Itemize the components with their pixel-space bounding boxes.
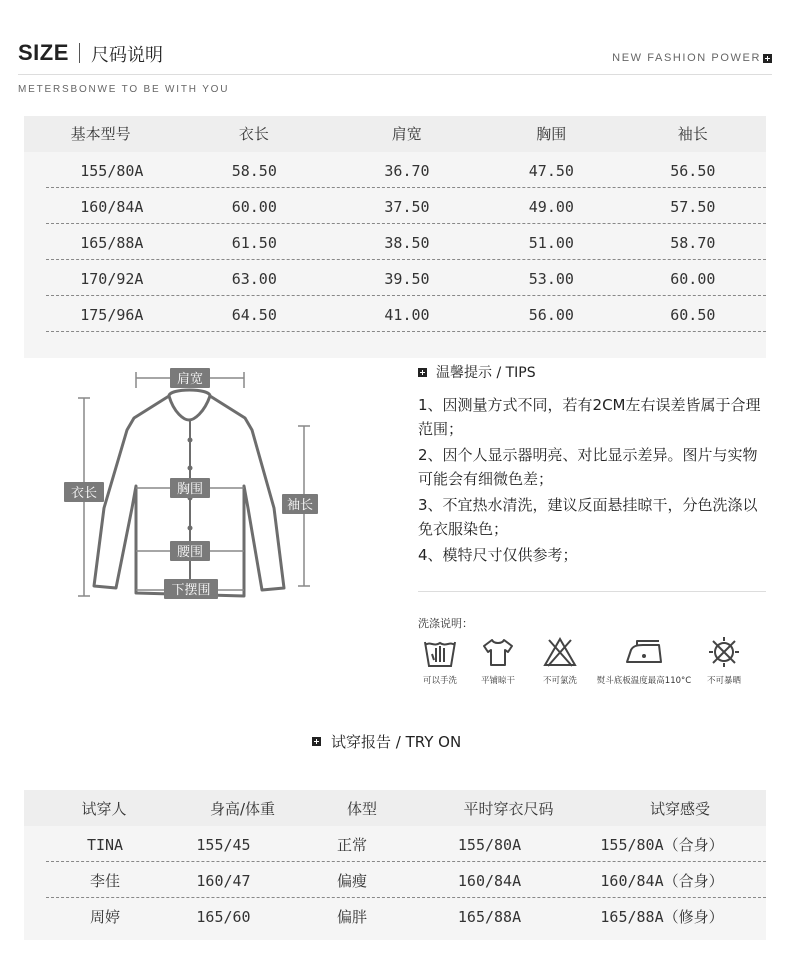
no-sun-dry-icon bbox=[705, 636, 743, 668]
table-cell: 155/80A bbox=[457, 836, 522, 854]
size-table-header bbox=[24, 116, 766, 152]
table-cell: 61.50 bbox=[231, 234, 277, 252]
table-row bbox=[46, 862, 766, 898]
column-header: 体型 bbox=[346, 800, 377, 818]
table-cell: 偏瘦 bbox=[336, 872, 367, 890]
column-header: 肩宽 bbox=[391, 125, 422, 143]
column-header: 身高/体重 bbox=[209, 800, 276, 818]
table-cell: 41.00 bbox=[384, 306, 430, 324]
tryon-title bbox=[312, 731, 461, 752]
plus-square-icon bbox=[763, 54, 772, 63]
table-cell: 偏胖 bbox=[336, 908, 367, 926]
table-cell: 56.50 bbox=[670, 162, 716, 180]
tips-divider bbox=[418, 591, 766, 592]
table-cell: 58.50 bbox=[231, 162, 277, 180]
hand-wash-icon bbox=[422, 636, 458, 668]
plus-square-icon bbox=[312, 737, 321, 746]
tip-item: 2、因个人显示器明亮、对比显示差异。图片与实物可能会有细微色差； bbox=[418, 446, 758, 488]
column-header: 基本型号 bbox=[70, 125, 131, 143]
table-cell: 38.50 bbox=[384, 234, 430, 252]
diagram-label-chest: 胸围 bbox=[176, 482, 204, 497]
table-row bbox=[46, 188, 766, 224]
wash-item-no-sun-dry bbox=[700, 636, 748, 686]
wash-item-no-bleach bbox=[534, 636, 586, 686]
wash-title: 洗涤说明： bbox=[418, 617, 473, 630]
column-header: 平时穿衣尺码 bbox=[463, 800, 554, 818]
title-separator bbox=[79, 43, 80, 63]
diagram-label-length: 衣长 bbox=[70, 486, 98, 501]
column-header: 试穿人 bbox=[81, 800, 127, 818]
wash-item-iron bbox=[588, 636, 700, 686]
diagram-label-hem: 下摆围 bbox=[171, 583, 211, 598]
tip-item: 1、因测量方式不同，若有2CM左右误差皆属于合理范围； bbox=[418, 396, 761, 438]
tips-title bbox=[418, 362, 536, 382]
wash-item-flat-dry bbox=[472, 636, 524, 686]
table-row bbox=[46, 152, 766, 188]
diagram-label-sleeve: 袖长 bbox=[286, 498, 314, 513]
wash-label: 不可暴晒 bbox=[706, 676, 741, 686]
wash-label: 可以手洗 bbox=[422, 676, 457, 686]
size-guide-title: 尺码说明 bbox=[91, 45, 163, 66]
table-cell: 175/96A bbox=[80, 306, 144, 324]
tryon-table bbox=[24, 790, 766, 940]
table-cell: 周婷 bbox=[89, 908, 120, 926]
table-cell: 36.70 bbox=[384, 162, 430, 180]
iron-icon bbox=[623, 636, 665, 668]
no-bleach-icon bbox=[542, 636, 578, 668]
table-cell: 58.70 bbox=[670, 234, 716, 252]
measurement-diagram bbox=[24, 358, 414, 618]
table-row bbox=[46, 260, 766, 296]
table-cell: 51.00 bbox=[528, 234, 574, 252]
table-row bbox=[46, 224, 766, 260]
table-cell: 正常 bbox=[336, 836, 367, 854]
table-cell: 155/80A bbox=[80, 162, 144, 180]
table-row bbox=[46, 826, 766, 862]
wash-label: 熨斗底板温度最高110°C bbox=[596, 676, 692, 686]
table-row bbox=[46, 898, 766, 934]
table-cell: 57.50 bbox=[670, 198, 716, 216]
size-table bbox=[24, 116, 766, 358]
diagram-label-shoulder: 肩宽 bbox=[176, 372, 204, 387]
table-cell: 160/84A bbox=[457, 872, 522, 890]
table-cell: 165/88A bbox=[80, 234, 144, 252]
tip-item: 4、模特尺寸仅供参考； bbox=[418, 546, 578, 564]
column-header: 胸围 bbox=[536, 125, 567, 143]
table-cell: 160/47 bbox=[196, 872, 251, 890]
column-header: 衣长 bbox=[238, 125, 269, 143]
table-cell: 165/88A（修身） bbox=[600, 908, 724, 926]
table-cell: 37.50 bbox=[384, 198, 430, 216]
tips-title-text: 温馨提示 / TIPS bbox=[436, 365, 536, 381]
table-cell: 60.50 bbox=[670, 306, 716, 324]
table-cell: 63.00 bbox=[231, 270, 277, 288]
table-cell: 47.50 bbox=[528, 162, 574, 180]
column-header: 试穿感受 bbox=[649, 800, 710, 818]
table-cell: 165/60 bbox=[196, 908, 251, 926]
table-cell: 160/84A（合身） bbox=[600, 872, 724, 890]
wash-item-hand-wash bbox=[414, 636, 466, 686]
shirt-illustration bbox=[24, 358, 414, 618]
column-header: 袖长 bbox=[677, 125, 708, 143]
tryon-title-text: 试穿报告 / TRY ON bbox=[331, 733, 462, 751]
table-cell: 56.00 bbox=[528, 306, 574, 324]
table-cell: 155/45 bbox=[196, 836, 251, 854]
flat-dry-icon bbox=[480, 636, 516, 668]
brand-slogan: METERSBONWE TO BE WITH YOU bbox=[18, 84, 230, 95]
table-cell: 李佳 bbox=[89, 872, 120, 890]
table-cell: 49.00 bbox=[528, 198, 574, 216]
plus-square-icon bbox=[418, 368, 427, 377]
table-cell: 39.50 bbox=[384, 270, 430, 288]
wash-label: 不可氯洗 bbox=[542, 676, 577, 686]
wash-label: 平铺晾干 bbox=[480, 676, 515, 686]
table-row bbox=[46, 296, 766, 332]
table-cell: 53.00 bbox=[528, 270, 574, 288]
fashion-tagline bbox=[612, 52, 772, 64]
tip-item: 3、不宜热水清洗，建议反面悬挂晾干，分色洗涤以免衣服染色； bbox=[418, 496, 758, 538]
table-cell: 165/88A bbox=[457, 908, 522, 926]
page-header bbox=[0, 0, 790, 110]
table-cell: 64.50 bbox=[231, 306, 277, 324]
table-cell: 155/80A（合身） bbox=[600, 836, 724, 854]
table-cell: 60.00 bbox=[670, 270, 716, 288]
header-divider bbox=[18, 74, 772, 75]
table-cell: 170/92A bbox=[80, 270, 144, 288]
tryon-table-header bbox=[24, 790, 766, 826]
table-cell: 60.00 bbox=[231, 198, 277, 216]
diagram-label-waist: 腰围 bbox=[176, 545, 204, 560]
fashion-tagline-text: NEW FASHION POWER bbox=[612, 52, 761, 64]
table-cell: TINA bbox=[86, 836, 124, 854]
table-cell: 160/84A bbox=[80, 198, 144, 216]
size-heading: SIZE bbox=[18, 40, 69, 65]
